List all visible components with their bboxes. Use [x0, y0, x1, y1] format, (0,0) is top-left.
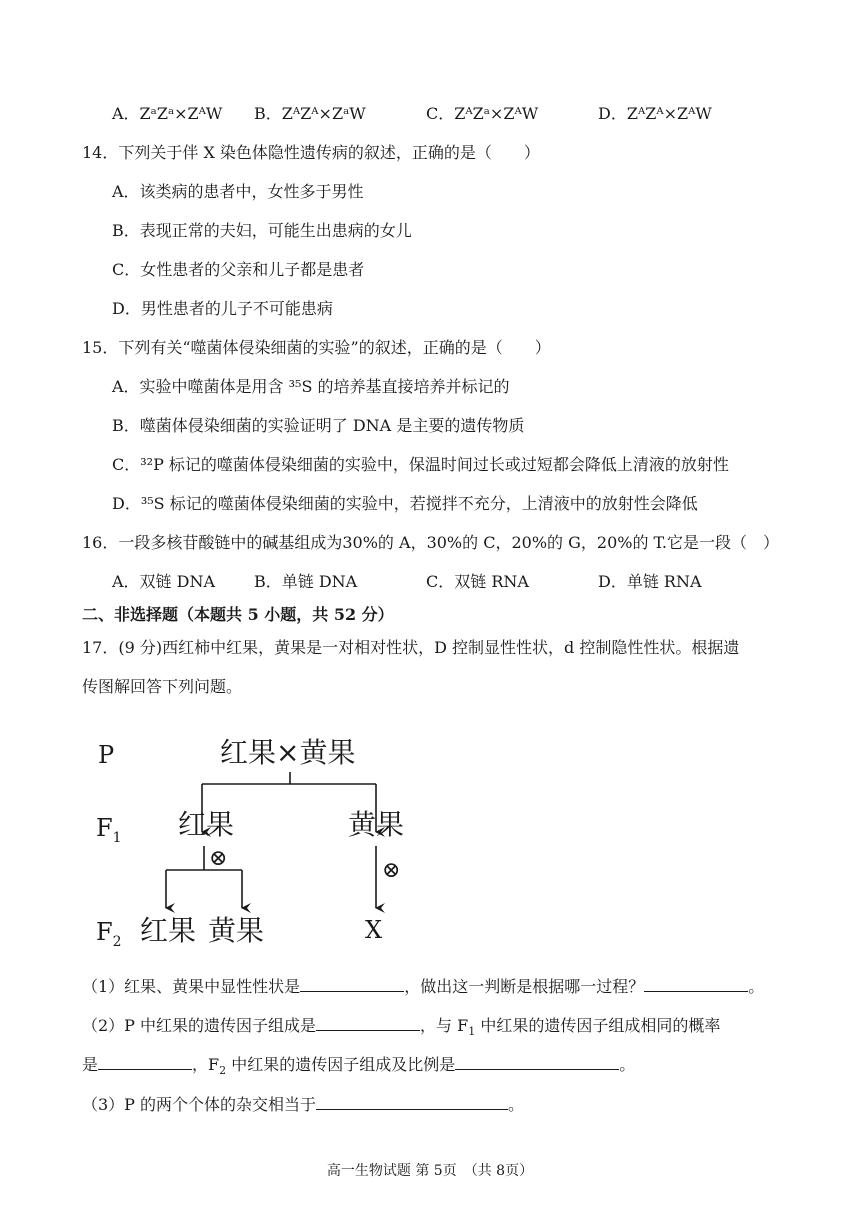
f1-yellow-fruit: 黄果	[348, 808, 405, 841]
f1-red-fruit: 红果	[178, 808, 235, 841]
q15-option-c[interactable]: C．³²P 标记的噬菌体侵染细菌的实验中，保温时间过长或过短都会降低上清液的放射性	[112, 455, 729, 474]
q17-sub2-subscript-1: 1	[468, 1025, 476, 1039]
q16-stem: 16．一段多核苷酸链中的碱基组成为30%的 A，30%的 C，20%的 G，20%的 T.它是一段（ ）	[82, 533, 779, 552]
q17-sub3-blank[interactable]	[316, 1092, 508, 1110]
q14-option-c[interactable]: C．女性患者的父亲和儿子都是患者	[112, 260, 365, 279]
q14-stem: 14．下列关于伴 X 染色体隐性遗传病的叙述，正确的是（ ）	[82, 143, 540, 162]
q17-sub2-text-c: 中红果的遗传因子组成相同的概率	[475, 1016, 721, 1035]
q17-sub2-blank-1[interactable]	[316, 1013, 420, 1031]
q15-stem: 15．下列有关“噬菌体侵染细菌的实验”的叙述，正确的是（ ）	[82, 338, 551, 357]
q16-option-c[interactable]: C．双链 RNA	[426, 572, 529, 591]
q17-sub2-line2	[82, 1052, 635, 1082]
q17-sub1-blank-2[interactable]	[644, 974, 748, 992]
q17-sub2-text-b: ，与 F	[420, 1016, 469, 1035]
f2-red-fruit: 红果	[140, 914, 197, 947]
q15-option-a[interactable]: A．实验中噬菌体是用含 ³⁵S 的培养基直接培养并标记的	[112, 377, 510, 396]
q17-sub1	[82, 974, 764, 998]
q13-options	[112, 103, 812, 125]
q13-option-d[interactable]: D．ZᴬZᴬ×ZᴬW	[598, 104, 712, 123]
q17-sub3-text-b: 。	[508, 1095, 525, 1114]
genetic-diagram	[80, 718, 440, 958]
p-cross-text: 红果×黄果	[220, 736, 356, 769]
q14-option-b[interactable]: B．表现正常的夫妇，可能生出患病的女儿	[112, 221, 412, 240]
f2-yellow-fruit: 黄果	[208, 914, 265, 947]
q15-option-b[interactable]: B．噬菌体侵染细菌的实验证明了 DNA 是主要的遗传物质	[112, 416, 525, 435]
q17-sub1-text-b: ，做出这一判断是根据哪一过程？	[404, 977, 645, 996]
q16-option-b[interactable]: B．单链 DNA	[254, 572, 358, 591]
q17-sub2-text-d: 是	[82, 1055, 99, 1074]
q17-sub3-text-a: （3）P 的两个个体的杂交相当于	[82, 1095, 317, 1114]
x-offspring: X	[365, 916, 383, 944]
q17-stem-line2: 传图解回答下列问题。	[82, 677, 243, 696]
q17-sub2-text-a: （2）P 中红果的遗传因子组成是	[82, 1016, 317, 1035]
f1-generation-label: $F_1$	[96, 814, 122, 846]
selfing-symbol-red: ⊗	[209, 846, 228, 871]
q13-option-a[interactable]: A．ZᵃZᵃ×ZᴬW	[112, 104, 223, 123]
q16-options	[112, 571, 812, 593]
q16-option-a[interactable]: A．双链 DNA	[112, 572, 216, 591]
q17-sub2-subscript-2: 2	[219, 1064, 227, 1078]
q17-sub2-text-f: 中红果的遗传因子组成及比例是	[226, 1055, 456, 1074]
q15-option-d[interactable]: D．³⁵S 标记的噬菌体侵染细菌的实验中，若搅拌不充分，上清液中的放射性会降低	[112, 494, 698, 513]
q16-option-d[interactable]: D．单链 RNA	[598, 572, 702, 591]
page-footer: 高一生物试题 第 5页 （共 8页）	[326, 1163, 534, 1179]
f2-generation-label: $F_2$	[96, 918, 122, 950]
q17-sub2-line1	[82, 1013, 720, 1043]
q17-stem-line1: 17．(9 分)西红柿中红果，黄果是一对相对性状，D 控制显性性状，d 控制隐性性状。根据遗	[82, 638, 740, 657]
q13-option-b[interactable]: B．ZᴬZᴬ×ZᵃW	[254, 104, 366, 123]
q17-sub1-text-a: （1）红果、黄果中显性性状是	[82, 977, 301, 996]
p-generation-label: P	[98, 741, 115, 769]
q17-sub2-text-e: ，F	[192, 1055, 220, 1074]
q17-sub3	[82, 1092, 524, 1116]
q17-sub2-blank-3[interactable]	[455, 1052, 619, 1070]
q17-sub1-text-c: 。	[748, 977, 765, 996]
selfing-symbol-yellow: ⊗	[382, 858, 401, 883]
q13-option-c[interactable]: C．ZᴬZᵃ×ZᴬW	[426, 104, 539, 123]
q17-sub1-blank-1[interactable]	[300, 974, 404, 992]
q14-option-d[interactable]: D．男性患者的儿子不可能患病	[112, 299, 333, 318]
section-heading: 二、非选择题（本题共 5 小题，共 52 分）	[82, 605, 394, 624]
q17-sub2-text-g: 。	[619, 1055, 636, 1074]
q17-sub2-blank-2[interactable]	[98, 1052, 192, 1070]
q14-option-a[interactable]: A．该类病的患者中，女性多于男性	[112, 182, 364, 201]
